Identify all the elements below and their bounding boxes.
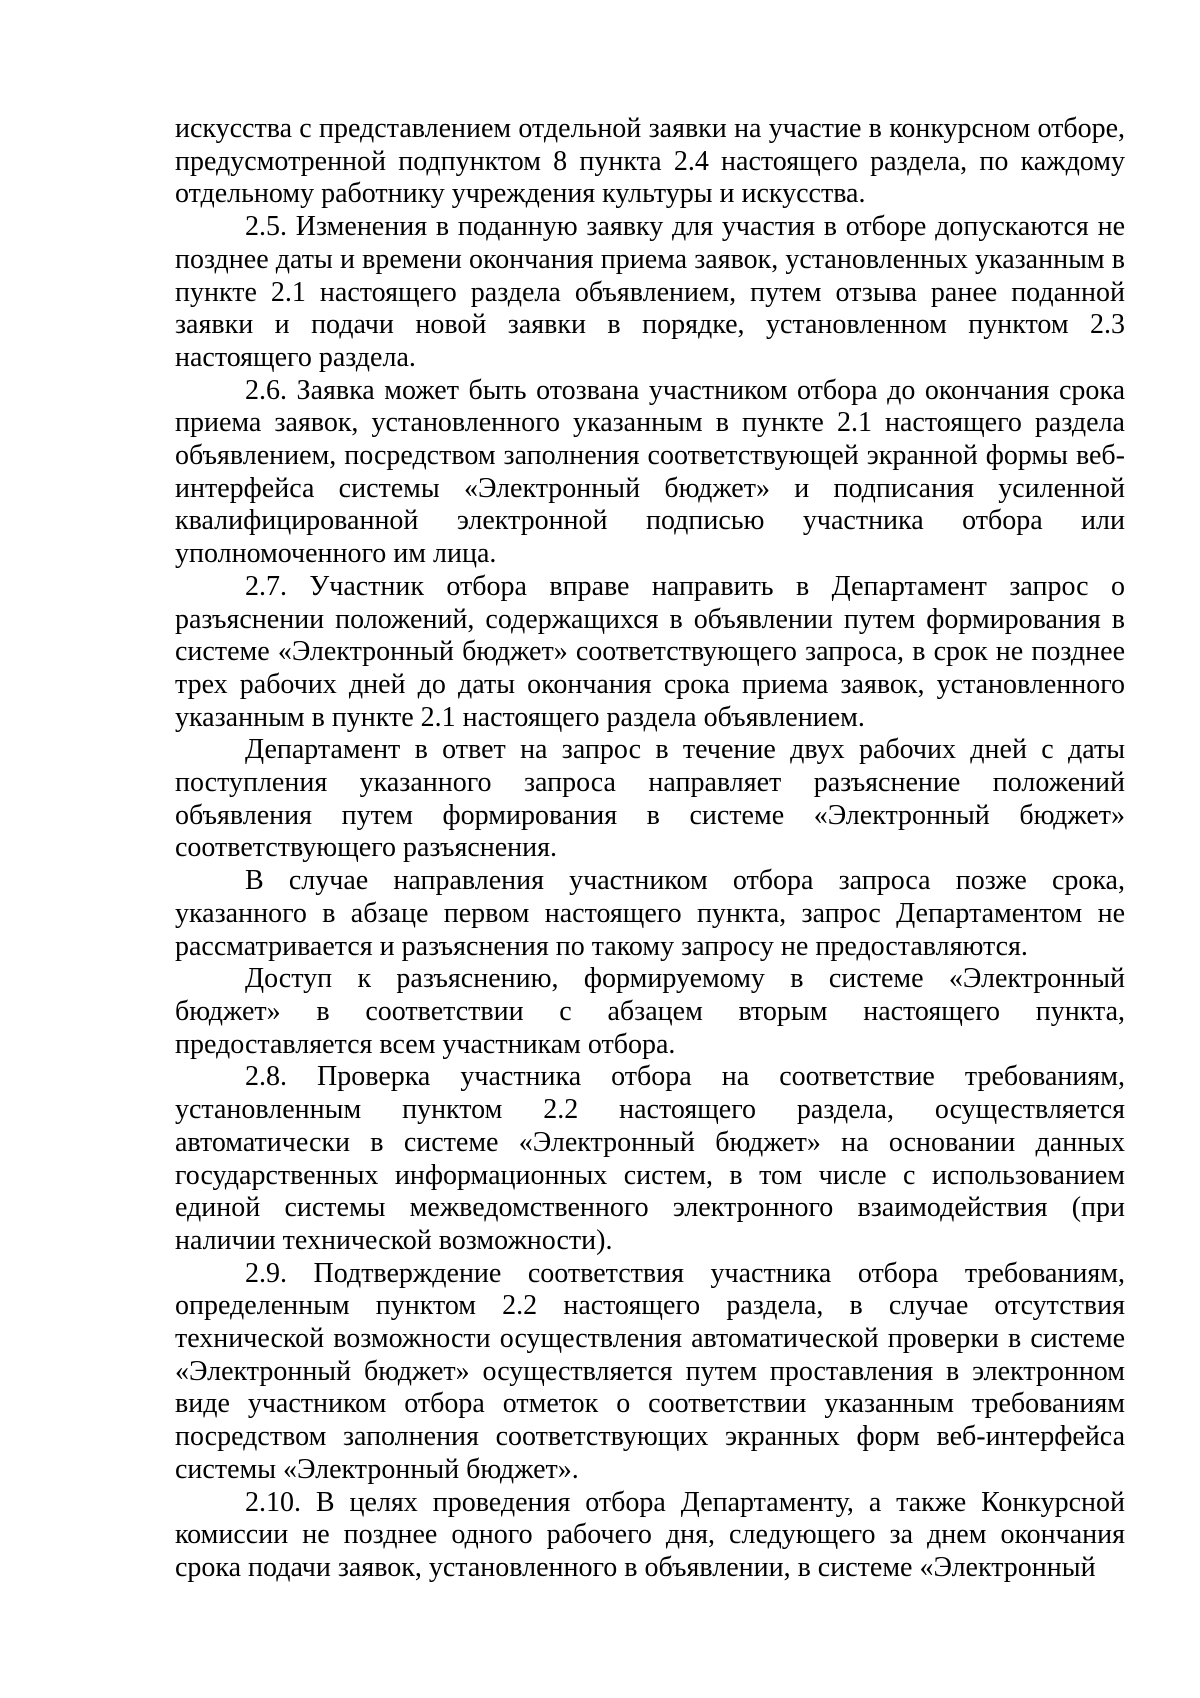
- paragraph-2-7-fourth: Доступ к разъяснению, формируемому в системе «Электронный бюджет» в соответствии с абзацем вторым настоящего пункта, предоставляется всем участникам отбора.: [175, 963, 1125, 1060]
- paragraph-2-6: 2.6. Заявка может быть отозвана участником отбора до окончания срока приема заявок, установленного указанным в пункте 2.1 настоящего раздела объявлением, посредством заполнения соответствующей экранной формы веб-интерфейса системы «Электронный бюджет» и подписания усиленной квалифицированной электронной подписью участника отбора или уполномоченного им лица.: [175, 374, 1125, 570]
- paragraph-continuation: искусства с представлением отдельной заявки на участие в конкурсном отборе, предусмотренной подпунктом 8 пункта 2.4 настоящего раздела, по каждому отдельному работнику учреждения культуры и искусства.: [175, 113, 1125, 210]
- paragraph-2-8: 2.8. Проверка участника отбора на соответствие требованиям, установленным пунктом 2.2 настоящего раздела, осуществляется автоматически в системе «Электронный бюджет» на основании данных государственных информационных систем, в том числе с использованием единой системы межведомственного электронного взаимодействия (при наличии технической возможности).: [175, 1061, 1125, 1256]
- document-page: [175, 113, 1125, 1585]
- paragraph-2-7-third: В случае направления участником отбора запроса позже срока, указанного в абзаце первом настоящего пункта, запрос Департаментом не рассматривается и разъяснения по такому запросу не предоставляются.: [175, 865, 1125, 962]
- paragraph-2-9: 2.9. Подтверждение соответствия участника отбора требованиям, определенным пунктом 2.2 настоящего раздела, в случае отсутствия технической возможности осуществления автоматической проверки в системе «Электронный бюджет» осуществляется путем проставления в электронном виде участником отбора отметок о соответствии указанным требованиям посредством заполнения соответствующих экранных форм веб-интерфейса системы «Электронный бюджет».: [175, 1257, 1125, 1485]
- paragraph-2-5: 2.5. Изменения в поданную заявку для участия в отборе допускаются не позднее даты и времени окончания приема заявок, установленных указанным в пункте 2.1 настоящего раздела объявлением, путем отзыва ранее поданной заявки и подачи новой заявки в порядке, установленном пунктом 2.3 настоящего раздела.: [175, 211, 1125, 373]
- paragraph-2-10: 2.10. В целях проведения отбора Департаменту, а также Конкурсной комиссии не позднее одного рабочего дня, следующего за днем окончания срока подачи заявок, установленного в объявлении, в системе «Электронный: [175, 1486, 1125, 1583]
- paragraph-2-7: 2.7. Участник отбора вправе направить в Департамент запрос о разъяснении положений, содержащихся в объявлении путем формирования в системе «Электронный бюджет» соответствующего запроса, в срок не позднее трех рабочих дней до даты окончания срока приема заявок, установленного указанным в пункте 2.1 настоящего раздела объявлением.: [175, 570, 1125, 733]
- paragraph-2-7-second: Департамент в ответ на запрос в течение двух рабочих дней с даты поступления указанного запроса направляет разъяснение положений объявления путем формирования в системе «Электронный бюджет» соответствующего разъяснения.: [175, 734, 1125, 864]
